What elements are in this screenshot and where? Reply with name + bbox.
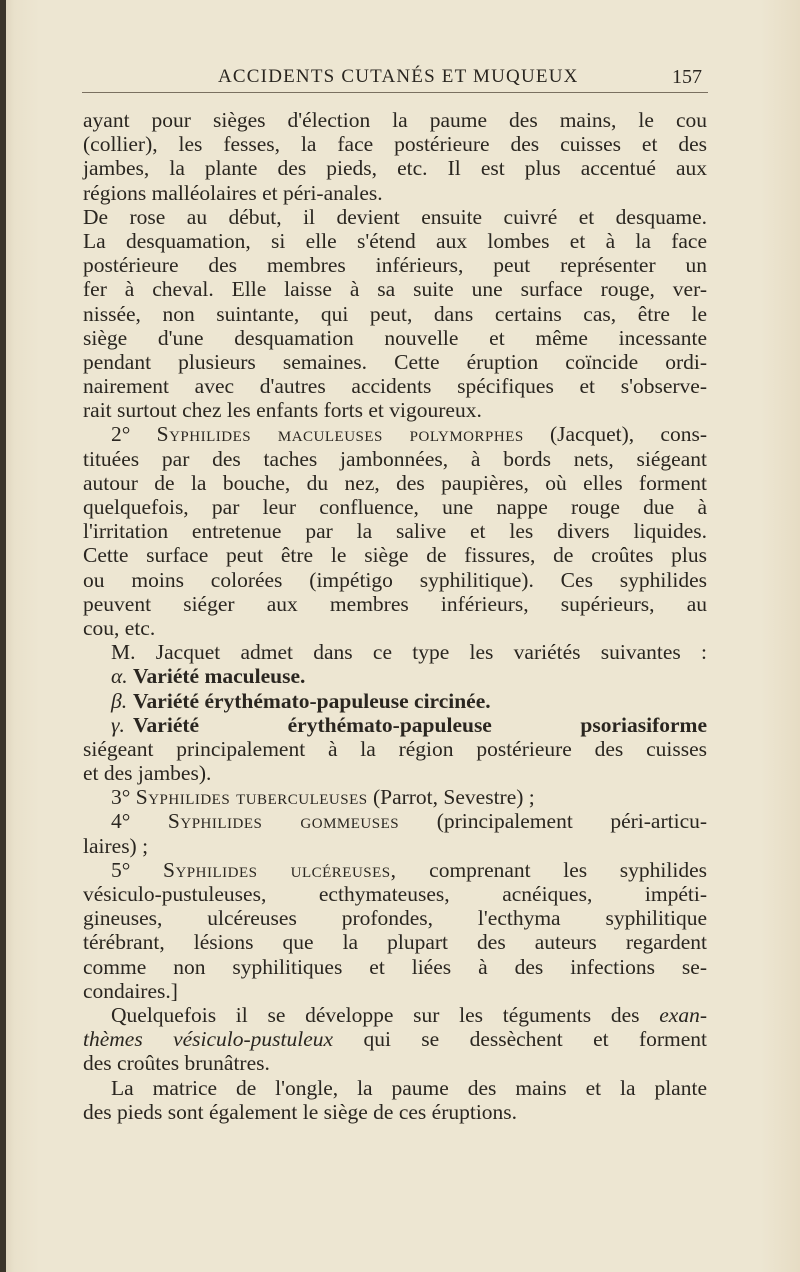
text-line: tituées par des taches jambonnées, à bords nets, siégeant bbox=[83, 446, 707, 471]
text-line: Cette surface peut être le siège de fissures, de croûtes plus bbox=[83, 543, 707, 568]
text-line: gineuses, ulcéreuses profondes, l'ecthyma syphilitique bbox=[83, 906, 707, 931]
variety-item bbox=[83, 664, 707, 688]
variety-letter: β. bbox=[111, 688, 128, 713]
text-line: nairement avec d'autres accidents spécifiques et s'observe- bbox=[83, 374, 707, 399]
item-number: 5° bbox=[111, 857, 131, 882]
item-number: 2° bbox=[111, 422, 131, 447]
text-line: quelquefois, par leur confluence, une nappe rouge due à bbox=[83, 495, 707, 519]
text-line bbox=[83, 858, 707, 882]
text-run: (Jacquet), cons- bbox=[549, 422, 707, 447]
text-line bbox=[83, 422, 707, 446]
text-line: vésiculo-pustuleuses, ecthymateuses, acnéiques, impéti- bbox=[83, 882, 707, 906]
text-run: qui se dessèchent et forment bbox=[363, 1027, 708, 1052]
running-title: ACCIDENTS CUTANÉS ET MUQUEUX bbox=[218, 66, 579, 87]
text-line: fer à cheval. Elle laisse à sa suite une surface rouge, ver- bbox=[83, 277, 707, 302]
page-number: 157 bbox=[672, 66, 702, 88]
text-line: ou moins colorées (impétigo syphilitique). Ces syphilides bbox=[83, 567, 707, 592]
item-number: 4° bbox=[111, 809, 131, 834]
text-line: De rose au début, il devient ensuite cuivré et desquame. bbox=[83, 204, 707, 229]
text-line: jambes, la plante des pieds, etc. Il est plus accentué aux bbox=[83, 156, 707, 181]
text-line: postérieure des membres inférieurs, peut représenter un bbox=[83, 253, 707, 278]
text-line: des pieds sont également le siège de ces éruptions. bbox=[83, 1099, 518, 1124]
italic-term: thèmes vésiculo-pustuleux bbox=[83, 1027, 334, 1052]
text-line bbox=[83, 785, 707, 809]
page-header bbox=[0, 66, 800, 92]
text-line: laires) ; bbox=[83, 833, 149, 858]
text-line: (collier), les fesses, la face postérieure des cuisses et des bbox=[83, 132, 707, 157]
variety-title: Variété maculeuse. bbox=[133, 664, 306, 689]
text-line: M. Jacquet admet dans ce type les variétés suivantes : bbox=[111, 640, 707, 665]
variety-item bbox=[83, 713, 707, 737]
text-line bbox=[83, 809, 707, 833]
section-heading: Syphilides gommeuses bbox=[167, 809, 400, 834]
text-line: La desquamation, si elle s'étend aux lombes et à la face bbox=[83, 228, 707, 253]
text-line: régions malléolaires et péri-anales. bbox=[83, 180, 383, 205]
text-line: et des jambes). bbox=[83, 761, 212, 786]
variety-letter: γ. bbox=[111, 712, 125, 737]
text-line: térébrant, lésions que la plupart des auteurs regardent bbox=[83, 930, 707, 955]
section-heading: Syphilides ulcéreuses, bbox=[163, 857, 397, 882]
text-run: (principalement péri-articu- bbox=[436, 809, 708, 834]
text-line: pendant plusieurs semaines. Cette éruption coïncide ordi- bbox=[83, 349, 707, 374]
text-line bbox=[83, 1027, 707, 1051]
text-line: comme non syphilitiques et liées à des infections se- bbox=[83, 954, 707, 979]
italic-term: exan- bbox=[659, 1002, 707, 1027]
text-line: ayant pour sièges d'élection la paume des mains, le cou bbox=[83, 108, 707, 132]
text-line: l'irritation entretenue par la salive et les divers liquides. bbox=[83, 519, 707, 544]
variety-letter: α. bbox=[111, 664, 128, 689]
variety-title: Variété érythémato-papuleuse circinée. bbox=[133, 688, 491, 713]
variety-item bbox=[83, 689, 707, 713]
text-line: des croûtes brunâtres. bbox=[83, 1051, 270, 1076]
variety-title: Variété érythémato-papuleuse psoriasiforme bbox=[133, 712, 707, 737]
header-rule bbox=[82, 92, 708, 93]
text-line: peuvent siéger aux membres inférieurs, supérieurs, au bbox=[83, 591, 707, 616]
text-run: (Parrot, Sevestre) ; bbox=[372, 785, 535, 810]
text-line: cou, etc. bbox=[83, 615, 156, 640]
text-run: comprenant les syphilides bbox=[429, 857, 708, 882]
section-heading: Syphilides maculeuses polymorphes bbox=[156, 422, 524, 447]
text-line: condaires.] bbox=[83, 978, 178, 1003]
text-line: autour de la bouche, du nez, des paupières, où elles forment bbox=[83, 470, 707, 495]
text-line: siégeant principalement à la région postérieure des cuisses bbox=[83, 736, 707, 761]
text-line: rait surtout chez les enfants forts et vigoureux. bbox=[83, 398, 482, 423]
text-run: Quelquefois il se développe sur les téguments des bbox=[111, 1002, 640, 1027]
item-number: 3° bbox=[111, 785, 131, 810]
page-binding-edge bbox=[0, 0, 6, 1272]
text-line bbox=[83, 1003, 707, 1027]
text-line: La matrice de l'ongle, la paume des mains et la plante bbox=[111, 1075, 707, 1100]
section-heading: Syphilides tuberculeuses bbox=[135, 785, 368, 810]
text-line: siège d'une desquamation nouvelle et même incessante bbox=[83, 325, 707, 350]
body-text bbox=[83, 108, 707, 1124]
text-line: nissée, non suintante, qui peut, dans certains cas, être le bbox=[83, 301, 707, 326]
